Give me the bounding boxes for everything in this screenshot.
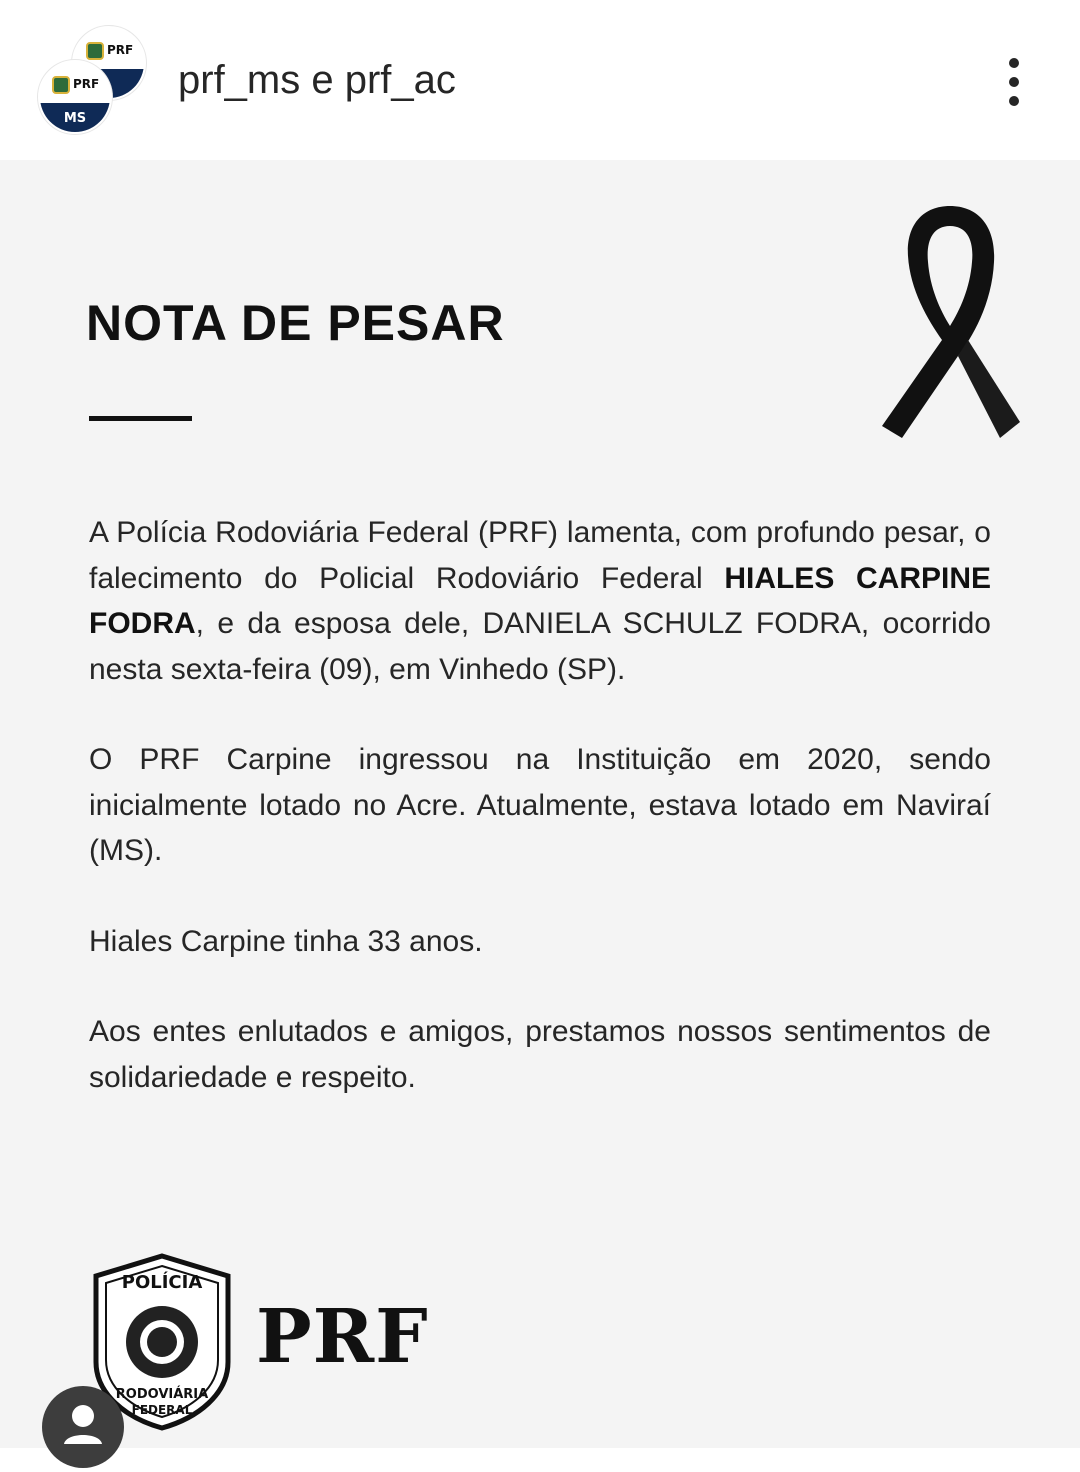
more-options-button[interactable] [994, 52, 1034, 112]
post-body [89, 510, 991, 1145]
paragraph-1-part1: A Polícia Rodoviária Federal (PRF) lamenta, com profundo pesar, o falecimento do Policial Rodoviário Federal [89, 516, 991, 595]
avatar-state-label: MS [63, 111, 87, 126]
user-icon [42, 1386, 124, 1468]
paragraph-1-part2: , e da esposa dele, DANIELA SCHULZ FODRA, ocorrido nesta sexta-feira (09), em Vinhedo (SP). [89, 607, 991, 686]
more-vertical-icon [1009, 58, 1019, 68]
deceased-name: HIALES CARPINE FODRA [89, 561, 992, 640]
badge-bottom-text-1: RODOVIÁRIA [115, 1387, 209, 1402]
post-image[interactable] [0, 160, 1080, 1448]
paragraph-3: Hiales Carpine tinha 33 anos. [89, 924, 483, 958]
paragraph-1 [89, 510, 991, 692]
more-dot [1009, 77, 1019, 87]
paragraph-2: O PRF Carpine ingressou na Instituição em 2020, sendo inicialmente lotado no Acre. Atualmente, estava lotado em Naviraí (MS). [89, 743, 991, 867]
prf-badge-icon [52, 76, 70, 94]
title-underline [89, 416, 192, 421]
avatar-prf-ms[interactable] [38, 60, 112, 134]
avatar-label: PRF [73, 77, 100, 91]
account-avatars[interactable] [36, 26, 154, 138]
post-header [0, 0, 1080, 160]
badge-bottom-text-2: FEDERAL [131, 1403, 193, 1417]
avatar-label: PRF [107, 43, 134, 57]
post-title: NOTA DE PESAR [86, 295, 505, 351]
more-dot [1009, 96, 1019, 106]
badge-top-text: POLÍCIA [121, 1272, 203, 1293]
mourning-ribbon-icon [872, 200, 1028, 444]
account-title[interactable]: prf_ms e prf_ac [178, 58, 456, 102]
paragraph-4: Aos entes enlutados e amigos, prestamos nossos sentimentos de solidariedade e respeito. [89, 1015, 991, 1094]
profile-tag-button[interactable] [42, 1386, 124, 1468]
prf-wordmark: PRF [256, 1294, 429, 1380]
prf-badge-icon [86, 42, 104, 60]
